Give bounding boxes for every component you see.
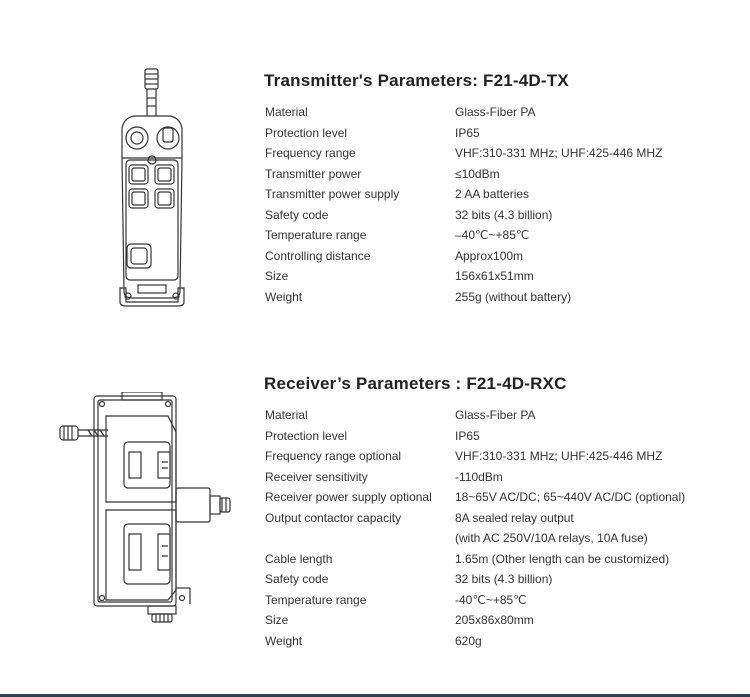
param-value: -40℃~+85℃ xyxy=(455,592,527,607)
param-value: 205x86x80mm xyxy=(455,613,534,627)
param-name: Receiver power supply optional xyxy=(265,490,432,504)
param-value: Glass-Fiber PA xyxy=(455,105,536,119)
param-name: Frequency range xyxy=(265,146,356,160)
param-value: 620g xyxy=(455,633,482,648)
param-name: Transmitter power xyxy=(265,166,362,181)
param-value: IP65 xyxy=(455,125,480,140)
param-value: Approx100m xyxy=(455,248,524,263)
param-value: 255g (without battery) xyxy=(455,289,572,304)
param-value: ≤10dBm xyxy=(455,166,500,181)
param-value: VHF:310-331 MHz; UHF:425-446 MHZ xyxy=(455,449,663,463)
param-value: 156x61x51mm xyxy=(455,269,534,283)
param-name: Transmitter power supply xyxy=(265,187,400,201)
param-value: –40℃~+85℃ xyxy=(455,228,530,242)
param-name: Weight xyxy=(265,633,303,648)
param-name: Size xyxy=(265,269,289,283)
param-name: Frequency range optional xyxy=(265,449,402,463)
param-name: Protection level xyxy=(265,428,348,443)
param-value: 18~65V AC/DC; 65~440V AC/DC (optional) xyxy=(455,490,686,504)
param-value: 2 AA batteries xyxy=(455,187,530,201)
param-name: Material xyxy=(265,105,308,119)
param-value: 32 bits (4.3 billion) xyxy=(455,207,553,222)
param-name: Protection level xyxy=(265,125,348,140)
param-name: Temperature range xyxy=(265,592,367,607)
param-value: (with AC 250V/10A relays, 10A fuse) xyxy=(455,531,648,545)
param-name: Receiver sensitivity xyxy=(265,469,368,484)
param-value: Glass-Fiber PA xyxy=(455,408,536,422)
transmitter-drawing xyxy=(112,66,192,308)
receiver-section xyxy=(0,340,750,694)
transmitter-title: Transmitter's Parameters: F21-4D-TX xyxy=(264,71,569,90)
param-value: 32 bits (4.3 billion) xyxy=(455,572,553,586)
receiver-title: Receiver’s Parameters : F21-4D-RXC xyxy=(264,374,567,393)
param-name: Output contactor capacity xyxy=(265,510,402,525)
param-name: Temperature range xyxy=(265,228,367,242)
param-name: Weight xyxy=(265,289,303,304)
param-value: -110dBm xyxy=(455,469,503,484)
param-value: VHF:310-331 MHz; UHF:425-446 MHZ xyxy=(455,146,663,160)
param-name: Safety code xyxy=(265,207,329,222)
param-name: Controlling distance xyxy=(265,248,371,263)
param-name: Material xyxy=(265,408,308,422)
param-value: IP65 xyxy=(455,428,480,443)
param-name: Safety code xyxy=(265,572,329,586)
transmitter-section xyxy=(0,0,750,340)
param-name: Cable length xyxy=(265,551,333,566)
param-value: 8A sealed relay output xyxy=(455,510,574,525)
param-name: Size xyxy=(265,613,289,627)
param-value: 1.65m (Other length can be customized) xyxy=(455,551,670,566)
receiver-drawing xyxy=(58,392,238,624)
